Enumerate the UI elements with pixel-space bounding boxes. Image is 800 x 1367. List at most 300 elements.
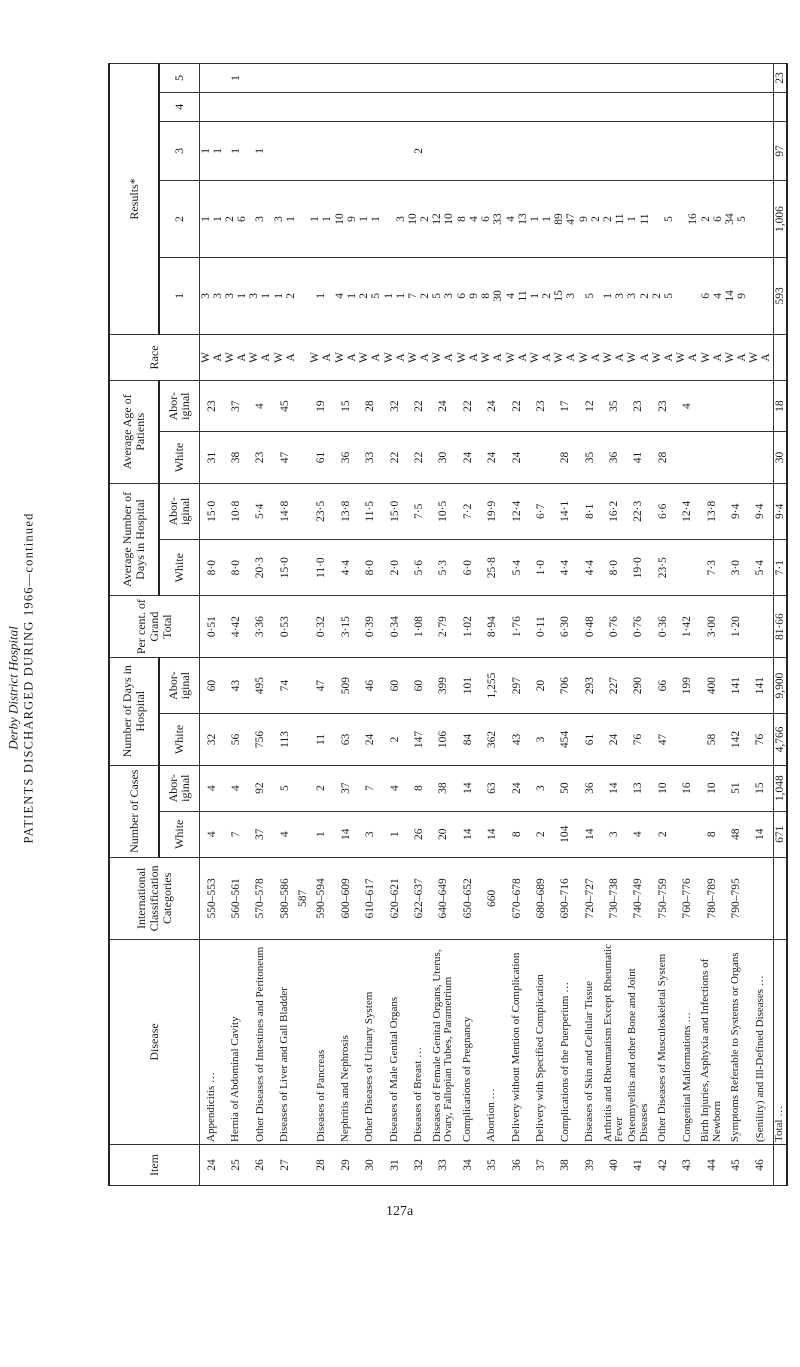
result-2-value: 33	[492, 213, 505, 225]
result-5	[529, 64, 553, 93]
cases-aboriginal	[297, 765, 309, 811]
result-5	[504, 64, 528, 93]
race-cell-value: A	[394, 353, 407, 362]
days-white: 47	[651, 714, 675, 765]
avg-age-white	[675, 432, 699, 483]
result-2-value: 1	[284, 216, 297, 222]
days-aboriginal: 1,255	[480, 657, 504, 713]
result-2-value: 8	[455, 216, 468, 222]
result-2	[773, 181, 787, 258]
avg-age-aboriginal: 12	[578, 381, 602, 432]
avg-age-aboriginal: 24	[480, 381, 504, 432]
result-2	[578, 181, 602, 258]
avg-days-aboriginal: 22·3	[626, 483, 650, 539]
item-cell: 41	[626, 1144, 650, 1185]
result-1	[773, 257, 787, 334]
avg-days-aboriginal: 9·4	[724, 483, 748, 539]
avg-days-white: 2·0	[382, 539, 406, 595]
result-3	[407, 121, 431, 180]
result-2	[651, 181, 675, 258]
result-5	[748, 64, 773, 93]
race-cell	[431, 334, 455, 380]
avg-age-white	[297, 432, 309, 483]
sub-result-1: 1	[159, 257, 199, 334]
avg-age-white: 24	[456, 432, 480, 483]
result-2-value: 1	[540, 216, 553, 222]
race-cell	[724, 334, 748, 380]
avg-days-white: 6·0	[456, 539, 480, 595]
result-1	[199, 257, 224, 334]
race-cell-value: W	[248, 352, 261, 363]
days-aboriginal: 47	[309, 657, 333, 713]
cases-white: 14	[334, 811, 358, 857]
days-aboriginal: 141	[724, 657, 748, 713]
result-1-value: 1	[315, 293, 328, 299]
per-cent-cell: 1·20	[724, 596, 748, 658]
sub-aboriginal: Abor- iginal	[159, 381, 199, 432]
avg-age-white: 24	[504, 432, 528, 483]
per-cent-cell: 3·15	[334, 596, 358, 658]
result-2-value: 2	[602, 216, 615, 222]
avg-days-white: 5·4	[504, 539, 528, 595]
days-aboriginal: 706	[553, 657, 577, 713]
disease-cell: Other Diseases of Intestines and Peritoneum	[248, 939, 272, 1144]
avg-age-white: 30	[773, 432, 787, 483]
disease-cell: Complications of Pregnancy	[456, 939, 480, 1144]
days-white: 84	[456, 714, 480, 765]
total-row	[773, 64, 787, 1186]
avg-age-aboriginal: 32	[382, 381, 406, 432]
table-row	[358, 64, 382, 1186]
icd-cell: 760–776	[675, 857, 699, 939]
result-1-value: 6	[699, 293, 712, 299]
race-cell	[773, 334, 787, 380]
avg-days-white: 15·0	[273, 539, 297, 595]
avg-age-white: 24	[480, 432, 504, 483]
icd-cell: 610–617	[358, 857, 382, 939]
cases-white: 14	[748, 811, 773, 857]
result-4	[358, 92, 382, 121]
days-aboriginal: 74	[273, 657, 297, 713]
avg-age-white: 36	[334, 432, 358, 483]
result-2-value: 34	[724, 213, 737, 225]
result-3	[309, 121, 333, 180]
days-aboriginal: 66	[651, 657, 675, 713]
disease-cell: Diseases of Pancreas	[309, 939, 333, 1144]
avg-days-white: 8·0	[199, 539, 224, 595]
cases-aboriginal: 92	[248, 765, 272, 811]
disease-cell: Diseases of Liver and Gall Bladder	[273, 939, 297, 1144]
cases-white: 8	[504, 811, 528, 857]
race-cell	[456, 334, 480, 380]
race-cell-value: A	[760, 353, 773, 362]
item-cell: 31	[382, 1144, 406, 1185]
icd-cell: 790–795	[724, 857, 748, 939]
days-white: 756	[248, 714, 272, 765]
item-cell: 43	[675, 1144, 699, 1185]
disease-cell: Appendicitis …	[199, 939, 224, 1144]
cases-aboriginal: 3	[529, 765, 553, 811]
result-3	[675, 121, 699, 180]
table-row	[602, 64, 626, 1186]
days-white: 362	[480, 714, 504, 765]
result-1-value: 2	[284, 293, 297, 299]
per-cent-cell: 3·36	[248, 596, 272, 658]
table-row	[700, 64, 724, 1186]
race-cell-value: A	[589, 353, 602, 362]
sub-aboriginal: Abor- iginal	[159, 483, 199, 539]
result-2-value: 3	[254, 216, 267, 222]
result-1	[407, 257, 431, 334]
result-2-value: 5	[662, 216, 675, 222]
result-2-value: 1	[358, 216, 371, 222]
hospital-title: Derby District Hospital	[5, 626, 21, 750]
sub-result-4: 4	[159, 92, 199, 121]
icd-cell: 580–586	[273, 857, 297, 939]
race-cell-value: A	[370, 353, 383, 362]
avg-days-aboriginal: 9·4	[748, 483, 773, 539]
disease-cell: Other Diseases of Musculoskeletal System	[651, 939, 675, 1144]
result-2-value: 4	[467, 216, 480, 222]
avg-age-white: 28	[553, 432, 577, 483]
per-cent-cell: 0·51	[199, 596, 224, 658]
cases-white: 14	[480, 811, 504, 857]
per-cent-cell: 1·76	[504, 596, 528, 658]
result-2-value: 5	[736, 216, 749, 222]
col-race: Race	[109, 334, 199, 380]
avg-days-white: 7·1	[773, 539, 787, 595]
race-cell	[651, 334, 675, 380]
item-cell: 39	[578, 1144, 602, 1185]
result-5-value: 1	[230, 75, 243, 81]
item-cell: 28	[309, 1144, 333, 1185]
result-3	[529, 121, 553, 180]
cases-white: 1	[309, 811, 333, 857]
result-2	[248, 181, 272, 258]
race-cell-value: W	[626, 352, 639, 363]
icd-cell: 690–716	[553, 857, 577, 939]
avg-age-white	[748, 432, 773, 483]
disease-cell: Arthritis and Rheumatism Except Rheumatic Fever	[602, 939, 626, 1144]
race-cell-value: A	[211, 353, 224, 362]
result-2	[358, 181, 382, 258]
days-white: 2	[382, 714, 406, 765]
result-3-value: 1	[254, 147, 267, 154]
result-2-value: 1	[321, 216, 334, 222]
result-2-value: 2	[589, 216, 602, 222]
result-1-value: 1	[528, 293, 541, 299]
per-cent-cell: 0·76	[626, 596, 650, 658]
table-row	[626, 64, 650, 1186]
disease-cell: Nephritis and Nephrosis	[334, 939, 358, 1144]
result-3-value: 2	[412, 147, 425, 154]
result-4	[297, 92, 309, 121]
icd-cell: 740–749	[626, 857, 650, 939]
result-1	[358, 257, 382, 334]
cases-white: 2	[529, 811, 553, 857]
days-white: 24	[358, 714, 382, 765]
cases-aboriginal: 24	[504, 765, 528, 811]
avg-days-aboriginal: 16·2	[602, 483, 626, 539]
race-cell-value: W	[553, 352, 566, 363]
result-3	[553, 121, 577, 180]
avg-days-white: 25·8	[480, 539, 504, 595]
result-1-value: 6	[455, 293, 468, 299]
days-white: 63	[334, 714, 358, 765]
result-1	[297, 257, 309, 334]
per-cent-cell: 81·66	[773, 596, 787, 658]
result-3	[456, 121, 480, 180]
race-cell	[407, 334, 431, 380]
cases-white: 14	[578, 811, 602, 857]
table-row	[724, 64, 748, 1186]
result-4	[602, 92, 626, 121]
result-2	[224, 181, 248, 258]
per-cent-cell: 3·00	[700, 596, 724, 658]
result-1	[602, 257, 626, 334]
race-cell-value: A	[321, 353, 334, 362]
cases-aboriginal: 51	[724, 765, 748, 811]
disease-cell: Symptoms Referable to Systems or Organs	[724, 939, 748, 1144]
race-cell-value: W	[528, 352, 541, 363]
result-1	[382, 257, 406, 334]
disease-cell: Birth Injuries, Asphyxia and Infections of Newborn	[700, 939, 724, 1144]
result-4	[553, 92, 577, 121]
days-aboriginal: 20	[529, 657, 553, 713]
result-5	[431, 64, 455, 93]
table-row	[456, 64, 480, 1186]
avg-age-aboriginal: 19	[309, 381, 333, 432]
per-cent-cell: 1·42	[675, 596, 699, 658]
race-cell-value: W	[699, 352, 712, 363]
item-cell: 30	[358, 1144, 382, 1185]
result-3	[297, 121, 309, 180]
result-1	[431, 257, 455, 334]
avg-age-white: 35	[578, 432, 602, 483]
result-3	[626, 121, 650, 180]
result-5	[578, 64, 602, 93]
result-2-value: 6	[236, 216, 249, 222]
per-cent-cell: 8·94	[480, 596, 504, 658]
result-2	[309, 181, 333, 258]
avg-age-white: 23	[248, 432, 272, 483]
result-5	[248, 64, 272, 93]
result-1	[480, 257, 504, 334]
cases-aboriginal: 5	[273, 765, 297, 811]
result-2	[504, 181, 528, 258]
avg-age-aboriginal	[297, 381, 309, 432]
icd-cell: 680–689	[529, 857, 553, 939]
table-row	[651, 64, 675, 1186]
avg-days-aboriginal: 8·1	[578, 483, 602, 539]
item-cell: 37	[529, 1144, 553, 1185]
cases-white	[297, 811, 309, 857]
race-cell	[297, 334, 309, 380]
race-cell	[553, 334, 577, 380]
result-4	[407, 92, 431, 121]
days-aboriginal: 227	[602, 657, 626, 713]
race-cell-value: W	[333, 352, 346, 363]
item-cell: 42	[651, 1144, 675, 1185]
avg-days-white: 1·0	[529, 539, 553, 595]
result-1	[553, 257, 577, 334]
race-cell-value: A	[236, 353, 249, 362]
race-cell-value: A	[540, 353, 553, 362]
result-3	[773, 121, 787, 180]
per-cent-cell: 0·48	[578, 596, 602, 658]
days-aboriginal: 60	[382, 657, 406, 713]
result-3-value: 97	[773, 145, 786, 157]
table-row	[504, 64, 528, 1186]
days-aboriginal: 60	[199, 657, 224, 713]
race-cell	[382, 334, 406, 380]
days-white	[675, 714, 699, 765]
cases-aboriginal: 14	[602, 765, 626, 811]
disease-cell: Total …	[773, 939, 787, 1144]
days-white: 11	[309, 714, 333, 765]
result-1	[578, 257, 602, 334]
race-cell	[480, 334, 504, 380]
avg-age-aboriginal	[700, 381, 724, 432]
avg-age-white	[700, 432, 724, 483]
disease-cell: Osteomyelitis and other Bone and Joint Diseases	[626, 939, 650, 1144]
table-row	[273, 64, 297, 1186]
result-2-value: 47	[565, 213, 578, 225]
sub-aboriginal: Abor- iginal	[159, 765, 199, 811]
days-white: 142	[724, 714, 748, 765]
table-row	[553, 64, 577, 1186]
result-1-value: 5	[662, 293, 675, 299]
days-aboriginal: 495	[248, 657, 272, 713]
result-1-value: 1	[394, 293, 407, 299]
avg-days-aboriginal: 12·4	[504, 483, 528, 539]
disease-cell: Diseases of Female Genital Organs, Uterus, Ovary, Fallopian Tubes, Parametrium	[431, 939, 455, 1144]
result-4	[431, 92, 455, 121]
race-cell-value: W	[382, 352, 395, 363]
cases-white: 3	[358, 811, 382, 857]
result-3	[334, 121, 358, 180]
result-2-value: 3	[394, 216, 407, 222]
result-2	[407, 181, 431, 258]
result-5	[675, 64, 699, 93]
days-aboriginal: 199	[675, 657, 699, 713]
race-cell-value: A	[492, 353, 505, 362]
result-5	[382, 64, 406, 93]
result-4	[456, 92, 480, 121]
avg-age-aboriginal: 4	[675, 381, 699, 432]
race-cell	[199, 334, 224, 380]
result-2	[748, 181, 773, 258]
disease-cell: Delivery with Specified Complication	[529, 939, 553, 1144]
race-cell	[334, 334, 358, 380]
days-aboriginal	[297, 657, 309, 713]
avg-age-aboriginal: 23	[651, 381, 675, 432]
result-5	[199, 64, 224, 93]
table-row	[431, 64, 455, 1186]
table-row	[578, 64, 602, 1186]
per-cent-cell	[297, 596, 309, 658]
days-white: 43	[504, 714, 528, 765]
result-1-value: 8	[480, 293, 493, 299]
avg-age-white: 28	[651, 432, 675, 483]
result-2-value: 9	[577, 216, 590, 222]
avg-age-aboriginal: 23	[626, 381, 650, 432]
item-cell	[773, 1144, 787, 1185]
table-row	[334, 64, 358, 1186]
days-aboriginal: 293	[578, 657, 602, 713]
result-3	[224, 121, 248, 180]
avg-days-white: 20·3	[248, 539, 272, 595]
running-header	[0, 0, 42, 1367]
avg-days-aboriginal: 15·0	[382, 483, 406, 539]
table-row	[529, 64, 553, 1186]
race-cell	[529, 334, 553, 380]
result-4	[626, 92, 650, 121]
result-4	[773, 92, 787, 121]
table-row	[407, 64, 431, 1186]
result-2-value: 11	[614, 213, 627, 225]
cases-aboriginal: 4	[382, 765, 406, 811]
avg-days-aboriginal: 6·7	[529, 483, 553, 539]
avg-days-white: 8·0	[224, 539, 248, 595]
days-white: 58	[700, 714, 724, 765]
race-cell-value: A	[687, 353, 700, 362]
avg-age-white: 22	[407, 432, 431, 483]
item-cell: 26	[248, 1144, 272, 1185]
avg-age-aboriginal: 22	[504, 381, 528, 432]
result-2	[480, 181, 504, 258]
cases-aboriginal: 36	[578, 765, 602, 811]
result-3-value: 1	[199, 147, 212, 154]
result-1-value: 4	[333, 293, 346, 299]
race-cell-value: A	[638, 353, 651, 362]
cases-white: 26	[407, 811, 431, 857]
result-2	[553, 181, 577, 258]
per-cent-cell: 1·02	[456, 596, 480, 658]
table-stage	[108, 63, 788, 1186]
icd-cell: 640–649	[431, 857, 455, 939]
result-2	[431, 181, 455, 258]
per-cent-cell: 0·76	[602, 596, 626, 658]
result-5	[456, 64, 480, 93]
disease-cell: Complications of the Puerperium …	[553, 939, 577, 1144]
race-cell-value: W	[675, 352, 688, 363]
result-1-value: 15	[553, 290, 566, 302]
per-cent-cell: 0·34	[382, 596, 406, 658]
avg-days-aboriginal	[297, 483, 309, 539]
item-cell: 40	[602, 1144, 626, 1185]
cases-white: 671	[773, 811, 787, 857]
result-2-value: 12	[431, 213, 444, 225]
avg-days-aboriginal: 10·8	[224, 483, 248, 539]
result-3	[273, 121, 297, 180]
result-1	[700, 257, 724, 334]
per-cent-cell: 1·08	[407, 596, 431, 658]
cases-white: 2	[651, 811, 675, 857]
avg-age-aboriginal: 24	[431, 381, 455, 432]
icd-cell: 550–553	[199, 857, 224, 939]
result-1-value: 1	[272, 293, 285, 299]
days-aboriginal: 46	[358, 657, 382, 713]
result-1-value: 1	[345, 293, 358, 299]
cases-aboriginal: 10	[651, 765, 675, 811]
days-white: 106	[431, 714, 455, 765]
avg-days-aboriginal: 11·5	[358, 483, 382, 539]
avg-days-white: 5·3	[431, 539, 455, 595]
days-white: 32	[199, 714, 224, 765]
icd-cell: 570–578	[248, 857, 272, 939]
result-2-value: 2	[699, 216, 712, 222]
